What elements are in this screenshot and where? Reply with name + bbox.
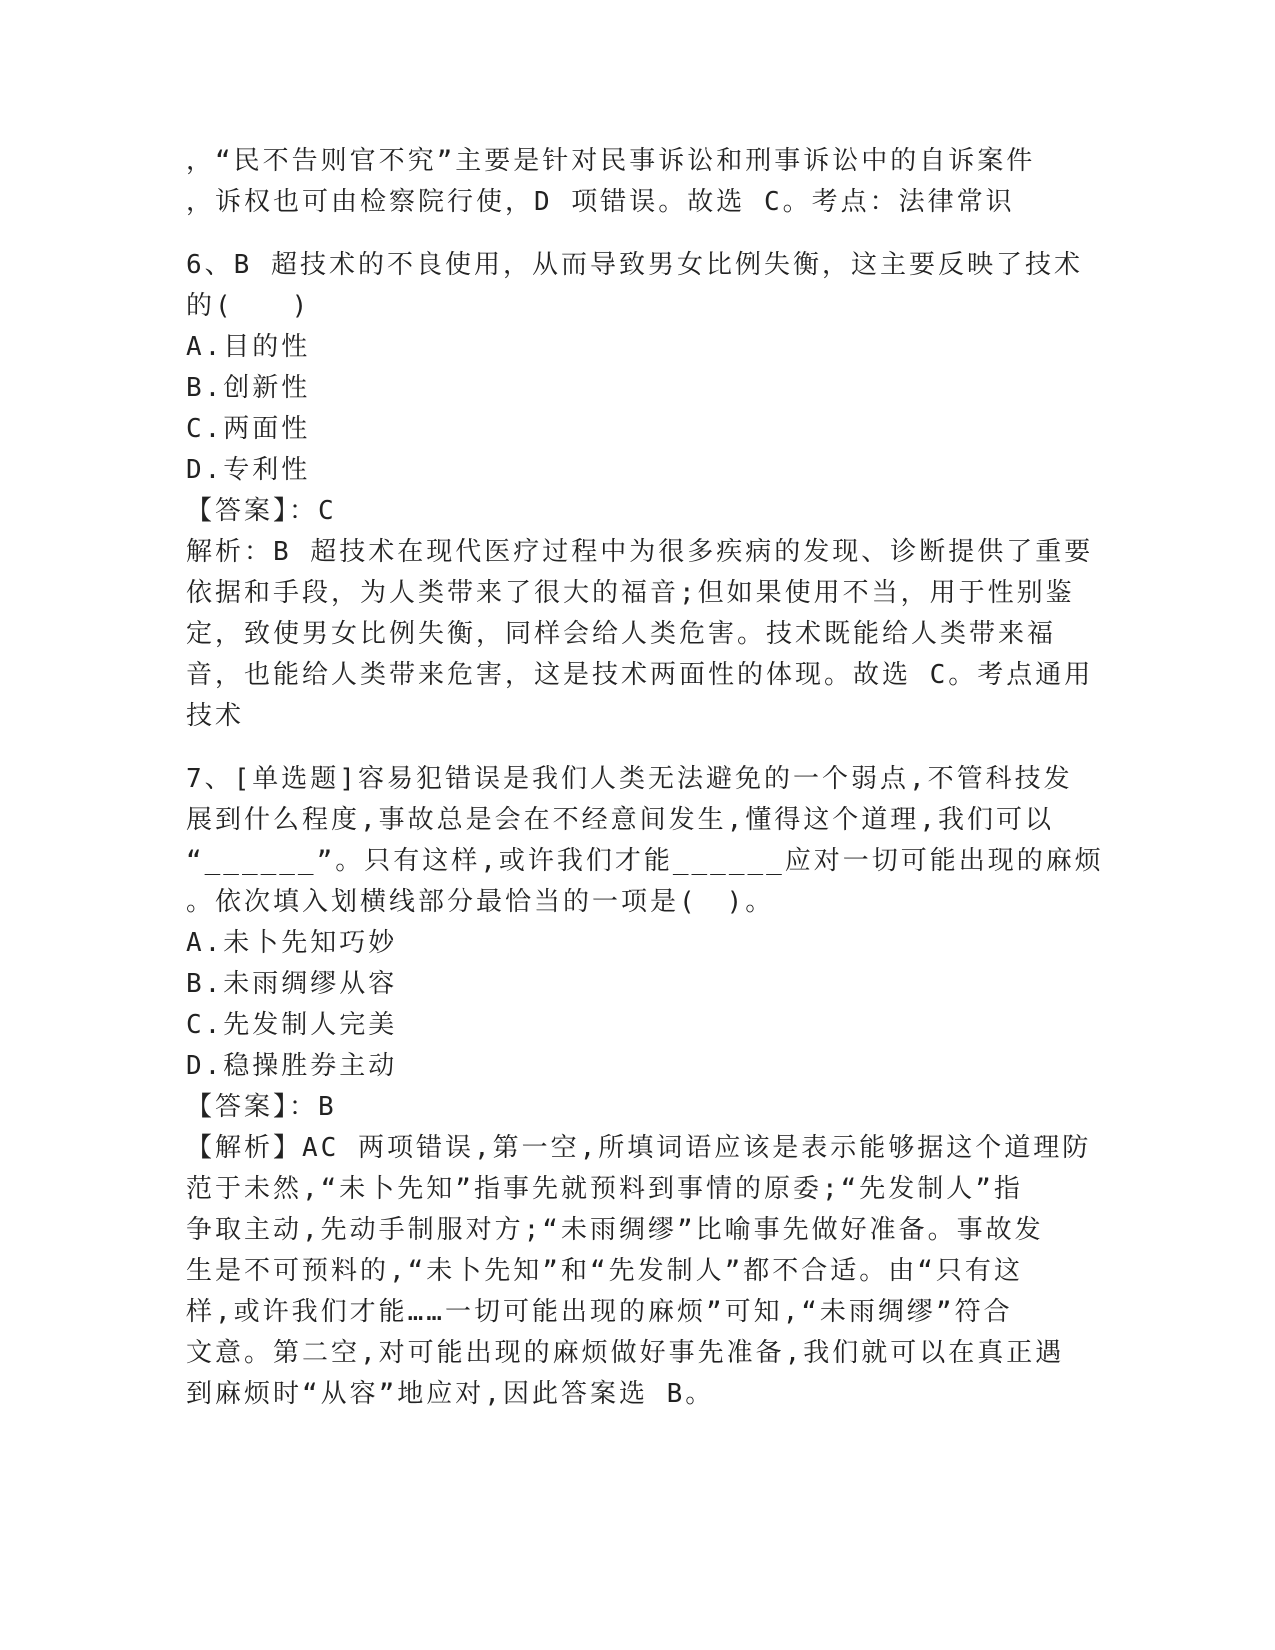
q6-explanation-line-4: 音，也能给人类带来危害，这是技术两面性的体现。故选 C。考点通用 [186,660,1094,690]
q7-answer: 【答案】：B [186,1092,337,1122]
q7-option-b: B.未雨绸缪从容 [186,969,398,999]
q7-option-a: A.未卜先知巧妙 [186,928,398,958]
q7-stem-line-4: 。依次填入划横线部分最恰当的一项是( )。 [186,887,775,917]
q6-option-b: B.创新性 [186,373,311,403]
q6-explanation-line-3: 定，致使男女比例失衡，同样会给人类危害。技术既能给人类带来福 [186,619,1057,649]
q7-explanation-line-5: 样,或许我们才能……一切可能出现的麻烦”可知,“未雨绸缪”符合 [186,1297,1013,1327]
q7-explanation-line-3: 争取主动,先动手制服对方;“未雨绸缪”比喻事先做好准备。事故发 [186,1215,1044,1245]
q6-option-d: D.专利性 [186,455,311,485]
q7-option-c: C.先发制人完美 [186,1010,398,1040]
q7-stem-line-1: 7、[单选题]容易犯错误是我们人类无法避免的一个弱点,不管科技发 [186,764,1073,794]
q6-explanation-line-1: 解析：B 超技术在现代医疗过程中为很多疾病的发现、诊断提供了重要 [186,537,1094,567]
prev-answer-tail-line-2: ，诉权也可由检察院行使，D 项错误。故选 C。考点：法律常识 [186,187,1015,217]
q7-explanation-line-2: 范于未然,“未卜先知”指事先就预料到事情的原委;“先发制人”指 [186,1174,1023,1204]
q7-explanation-line-7: 到麻烦时“从容”地应对,因此答案选 B。 [186,1379,715,1409]
prev-answer-tail-line-1: ，“民不告则官不究”主要是针对民事诉讼和刑事诉讼中的自诉案件 [186,146,1036,176]
q7-stem-line-3: “______”。只有这样,或许我们才能______应对一切可能出现的麻烦 [186,846,1104,876]
q7-explanation-line-6: 文意。第二空,对可能出现的麻烦做好事先准备,我们就可以在真正遇 [186,1338,1065,1368]
q7-explanation-line-1: 【解析】AC 两项错误,第一空,所填词语应该是表示能够据这个道理防 [186,1133,1092,1163]
q7-option-d: D.稳操胜券主动 [186,1051,398,1081]
q6-answer: 【答案】：C [186,496,337,526]
q6-explanation-line-5: 技术 [186,701,245,731]
q7-stem-line-2: 展到什么程度,事故总是会在不经意间发生,懂得这个道理,我们可以 [186,805,1054,835]
q6-stem-line-1: 6、B 超技术的不良使用，从而导致男女比例失衡，这主要反映了技术 [186,250,1083,280]
q7-explanation-line-4: 生是不可预料的,“未卜先知”和“先发制人”都不合适。由“只有这 [186,1256,1023,1286]
q6-option-a: A.目的性 [186,332,311,362]
q6-stem-line-2: 的( ) [186,291,311,321]
q6-option-c: C.两面性 [186,414,311,444]
q6-explanation-line-2: 依据和手段，为人类带来了很大的福音;但如果使用不当，用于性别鉴 [186,578,1075,608]
